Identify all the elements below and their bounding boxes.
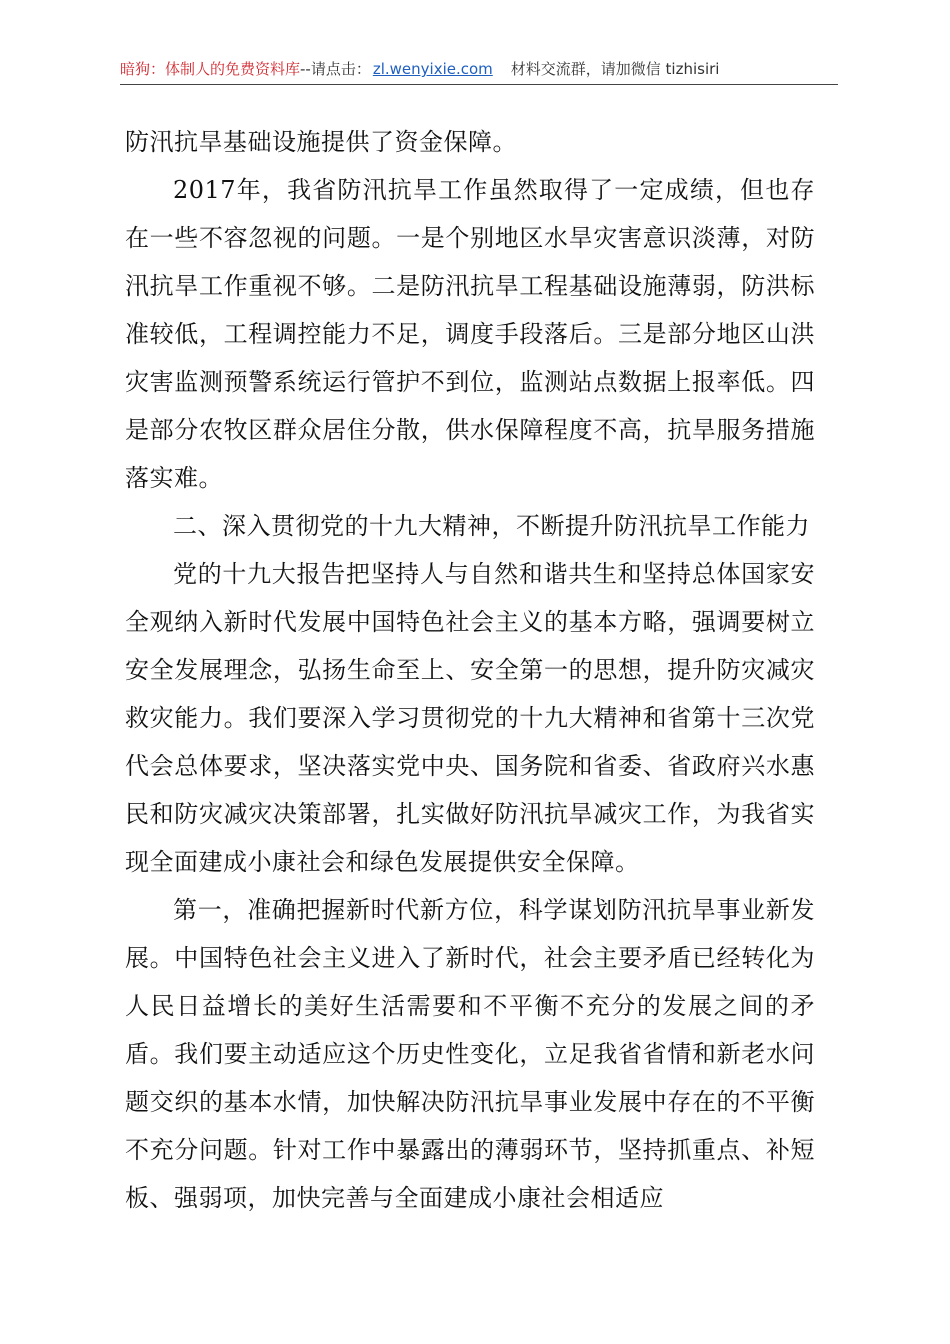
paragraph-first-point: 第一，准确把握新时代新方位，科学谋划防汛抗旱事业新发展。中国特色社会主义进入了新时代，社会主要矛盾已经转化为人民日益增长的美好生活需要和不平衡不充分的发展之间的矛盾。我们要主动适应这个历史性变化，立足我省省情和新老水问题交织的基本水情，加快解决防汛抗旱事业发展中存在的不平衡不充分问题。针对工作中暴露出的薄弱环节，坚持抓重点、补短板、强弱项，加快完善与全面建成小康社会相适应 <box>125 896 815 1212</box>
header-link[interactable]: zl.wenyixie.com <box>372 60 493 78</box>
header-brand: 暗狗：体制人的免费资料库 <box>120 60 301 78</box>
paragraph-continuation: 防汛抗旱基础设施提供了资金保障。 <box>125 128 517 156</box>
paragraph-problems: 2017年，我省防汛抗旱工作虽然取得了一定成绩，但也存在一些不容忽视的问题。一是个别地区水旱灾害意识淡薄，对防汛抗旱工作重视不够。二是防汛抗旱工程基础设施薄弱，防洪标准较低，工程调控能力不足，调度手段落后。三是部分地区山洪灾害监测预警系统运行管护不到位，监测站点数据上报率低。四是部分农牧区群众居住分散，供水保障程度不高，抗旱服务措施落实难。 <box>125 176 815 492</box>
header-contact: 材料交流群，请加微信 tizhisiri <box>510 60 720 78</box>
section-heading: 二、深入贯彻党的十九大精神，不断提升防汛抗旱工作能力 <box>173 512 810 540</box>
header-prompt: --请点击： <box>300 60 371 78</box>
document-body <box>125 118 815 1222</box>
paragraph-report: 党的十九大报告把坚持人与自然和谐共生和坚持总体国家安全观纳入新时代发展中国特色社会主义的基本方略，强调要树立安全发展理念，弘扬生命至上、安全第一的思想，提升防灾减灾救灾能力。我们要深入学习贯彻党的十九大精神和省第十三次党代会总体要求，坚决落实党中央、国务院和省委、省政府兴水惠民和防灾减灾决策部署，扎实做好防汛抗旱减灾工作，为我省实现全面建成小康社会和绿色发展提供安全保障。 <box>125 560 815 876</box>
page-header <box>120 58 838 85</box>
